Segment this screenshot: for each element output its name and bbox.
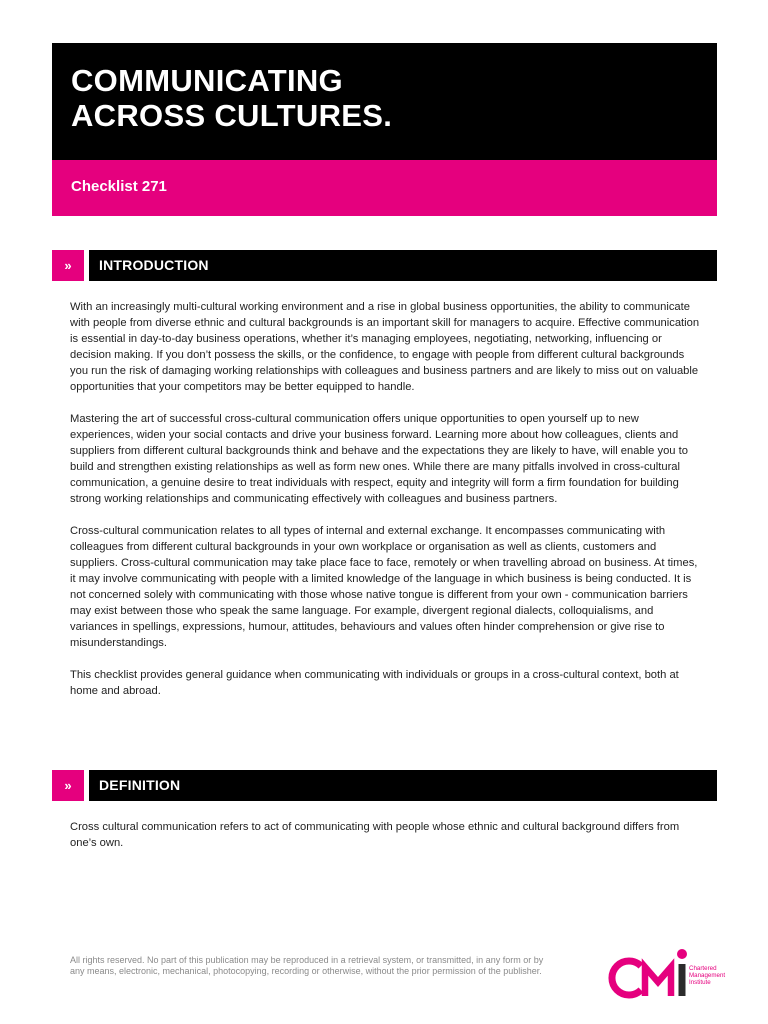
copyright-notice: All rights reserved. No part of this publication may be reproduced in a retrieval system, or transmitted, in any form or by any means, electronic, mechanical, photocopying, recording or otherwise, without the prior permission of the publisher.: [70, 955, 544, 976]
section-bar: [89, 770, 717, 801]
checklist-banner: [52, 160, 717, 216]
introduction-body: [70, 299, 702, 699]
definition-body: [70, 819, 702, 851]
section-marker-icon: »: [52, 770, 84, 801]
cmi-logo: [606, 944, 726, 1000]
section-header-introduction: [52, 250, 717, 281]
intro-paragraph-4: This checklist provides general guidance when communicating with individuals or groups in a cross-cultural context, both at home and abroad.: [70, 669, 679, 697]
section-bar: [89, 250, 717, 281]
intro-paragraph-2: Mastering the art of successful cross-cultural communication offers unique opportunities to open yourself up to new experiences, widen your social contacts and drive your business forward. Learning more about how colleagues, clients and suppliers from different cultural backgrounds think and behave and the expectations they are likely to have, will enable you to build and strengthen existing relationships as well as form new ones. While there are many pitfalls involved in cross-cultural communication, a genuine desire to treat individuals with respect, equity and integrity will form a firm foundation for building strong working relationships and communicating effectively with colleagues and business partners.: [70, 413, 688, 505]
section-title-introduction: INTRODUCTION: [99, 257, 209, 273]
checklist-number: Checklist 271: [71, 178, 167, 195]
cmi-logo-text: [689, 965, 725, 986]
cmi-logo-mark: [606, 944, 688, 1000]
logo-text-line-3: Institute: [689, 979, 711, 986]
title-line-2: ACROSS CULTURES.: [71, 98, 393, 133]
intro-paragraph-3: Cross-cultural communication relates to all types of internal and external exchange. It encompasses communicating with colleagues from different cultural backgrounds in your own workplace or organisation as well as clients, customers and suppliers. Cross-cultural communication may take place face to face, remotely or when travelling abroad on business. At times, it may involve communicating with people with a limited knowledge of the language in which business is being conducted. It is not concerned solely with communicating with those whose native tongue is different from your own - communication barriers may exist between those who speak the same language. For example, divergent regional dialects, colloquialisms, and variances in spellings, expressions, humour, attitudes, behaviours and values often hinder comprehension or give rise to misunderstandings.: [70, 525, 698, 649]
title-banner: [52, 43, 717, 160]
document-title: [71, 63, 392, 133]
section-marker-icon: »: [52, 250, 84, 281]
section-title-definition: DEFINITION: [99, 777, 181, 793]
logo-text-line-2: Management: [689, 972, 726, 979]
intro-paragraph-1: With an increasingly multi-cultural working environment and a rise in global business opportunities, the ability to communicate with people from diverse ethnic and cultural backgrounds is an important skill for managers to acquire. Effective communication is essential in day-to-day business operations, whether it’s managing employees, negotiating, networking, influencing or decision making. If you don’t possess the skills, or the confidence, to engage with people from different cultural backgrounds you run the risk of damaging working relationships with colleagues and business partners and are likely to miss out on valuable opportunities that your competitors may be better equipped to handle.: [70, 301, 700, 393]
logo-text-line-1: Chartered: [689, 965, 717, 972]
definition-paragraph: Cross cultural communication refers to act of communicating with people whose ethnic and cultural background differs from one’s own.: [70, 821, 680, 849]
title-line-1: COMMUNICATING: [71, 63, 343, 98]
section-header-definition: [52, 770, 717, 801]
